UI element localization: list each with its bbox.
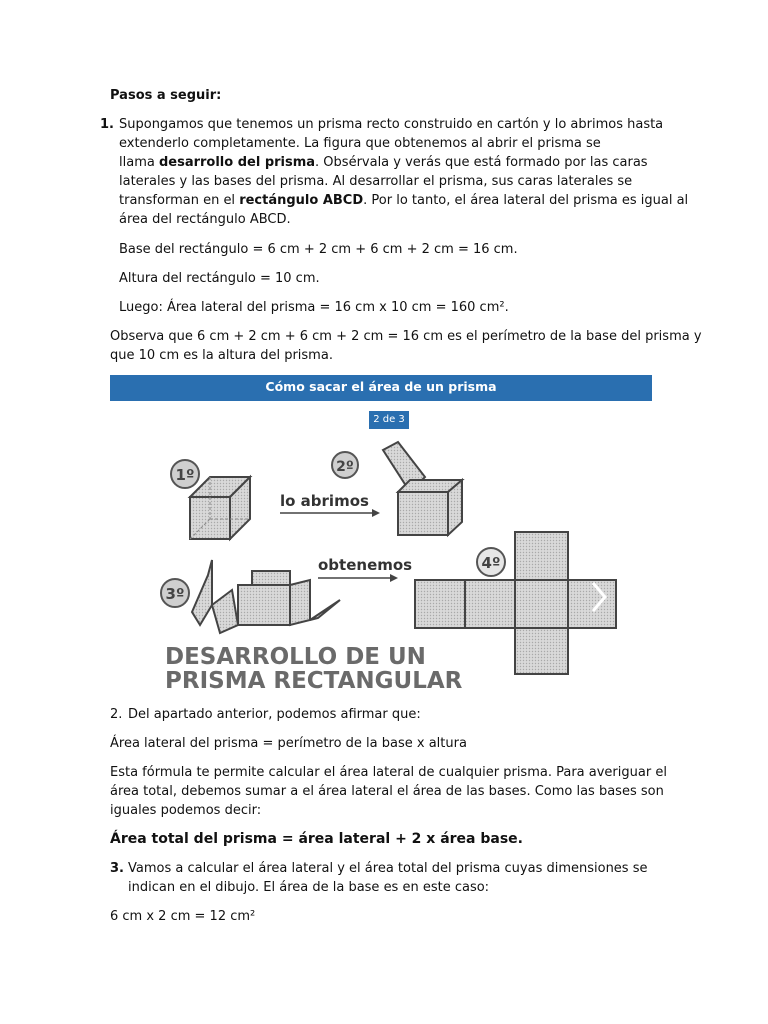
term-desarrollo: desarrollo del prisma — [158, 155, 316, 170]
base-line: Base del rectángulo = 6 cm + 2 cm + 6 cm + 2 cm = 16 cm. — [119, 242, 518, 257]
closed-prism — [171, 460, 250, 539]
term-rectangulo: rectángulo ABCD — [239, 193, 364, 208]
step3-line1: Vamos a calcular el área lateral y el área total del prisma cuyas dimensiones se — [128, 861, 648, 876]
slideshow-title-bar: Cómo sacar el área de un prisma — [110, 375, 652, 401]
svg-text:4º: 4º — [481, 554, 501, 572]
step2-para2: área total, debemos sumar a el área lateral el área de las bases. Como las bases son — [110, 784, 664, 799]
slide-counter: 2 de 3 — [369, 411, 409, 429]
step2-number: 2. — [110, 707, 123, 722]
step1-number: 1. — [100, 117, 114, 132]
prism-net-figure — [150, 440, 620, 695]
step1-line4: laterales y las bases del prisma. Al desarrollar el prisma, sus caras laterales se — [119, 174, 633, 189]
heading: Pasos a seguir: — [110, 88, 222, 103]
step1-line6: área del rectángulo ABCD. — [119, 212, 291, 227]
svg-text:1º: 1º — [175, 466, 195, 484]
step2-para3: iguales podemos decir: — [110, 803, 262, 818]
prism-net — [415, 532, 616, 674]
step1-line3: llama desarrollo del prisma. Obsérvala y verás que está formado por las caras — [119, 155, 648, 170]
caption-line1: DESARROLLO DE UN — [165, 644, 426, 670]
step2-text: Del apartado anterior, podemos afirmar que: — [128, 707, 421, 722]
observa-line2: que 10 cm es la altura del prisma. — [110, 348, 333, 363]
svg-text:3º: 3º — [165, 585, 185, 603]
step1-line1: Supongamos que tenemos un prisma recto construido en cartón y lo abrimos hasta — [119, 117, 664, 132]
altura-line: Altura del rectángulo = 10 cm. — [119, 271, 320, 286]
luego-line: Luego: Área lateral del prisma = 16 cm x 10 cm = 160 cm². — [119, 300, 509, 315]
step2-para1: Esta fórmula te permite calcular el área lateral de cualquier prisma. Para averiguar el — [110, 765, 667, 780]
step1-line2: extenderlo completamente. La figura que obtenemos al abrir el prisma se — [119, 136, 601, 151]
step3-line2: indican en el dibujo. El área de la base es en este caso: — [128, 880, 490, 895]
svg-text:2º: 2º — [336, 459, 354, 475]
caption-line2: PRISMA RECTANGULAR — [165, 668, 463, 694]
area-total-formula: Área total del prisma = área lateral + 2 x área base. — [110, 831, 523, 847]
lo-abrimos-label: lo abrimos — [280, 492, 369, 510]
area-lateral-formula: Área lateral del prisma = perímetro de la base x altura — [110, 736, 467, 751]
unfolding-prism — [161, 560, 340, 633]
observa-line1: Observa que 6 cm + 2 cm + 6 cm + 2 cm = 16 cm es el perímetro de la base del prisma y — [110, 329, 702, 344]
step3-number: 3. — [110, 861, 124, 876]
base-area-result: 6 cm x 2 cm = 12 cm² — [110, 909, 256, 924]
obtenemos-label: obtenemos — [318, 556, 413, 574]
opening-prism — [332, 442, 462, 535]
step1-line5: transforman en el rectángulo ABCD. Por lo tanto, el área lateral del prisma es igual al — [119, 193, 689, 208]
